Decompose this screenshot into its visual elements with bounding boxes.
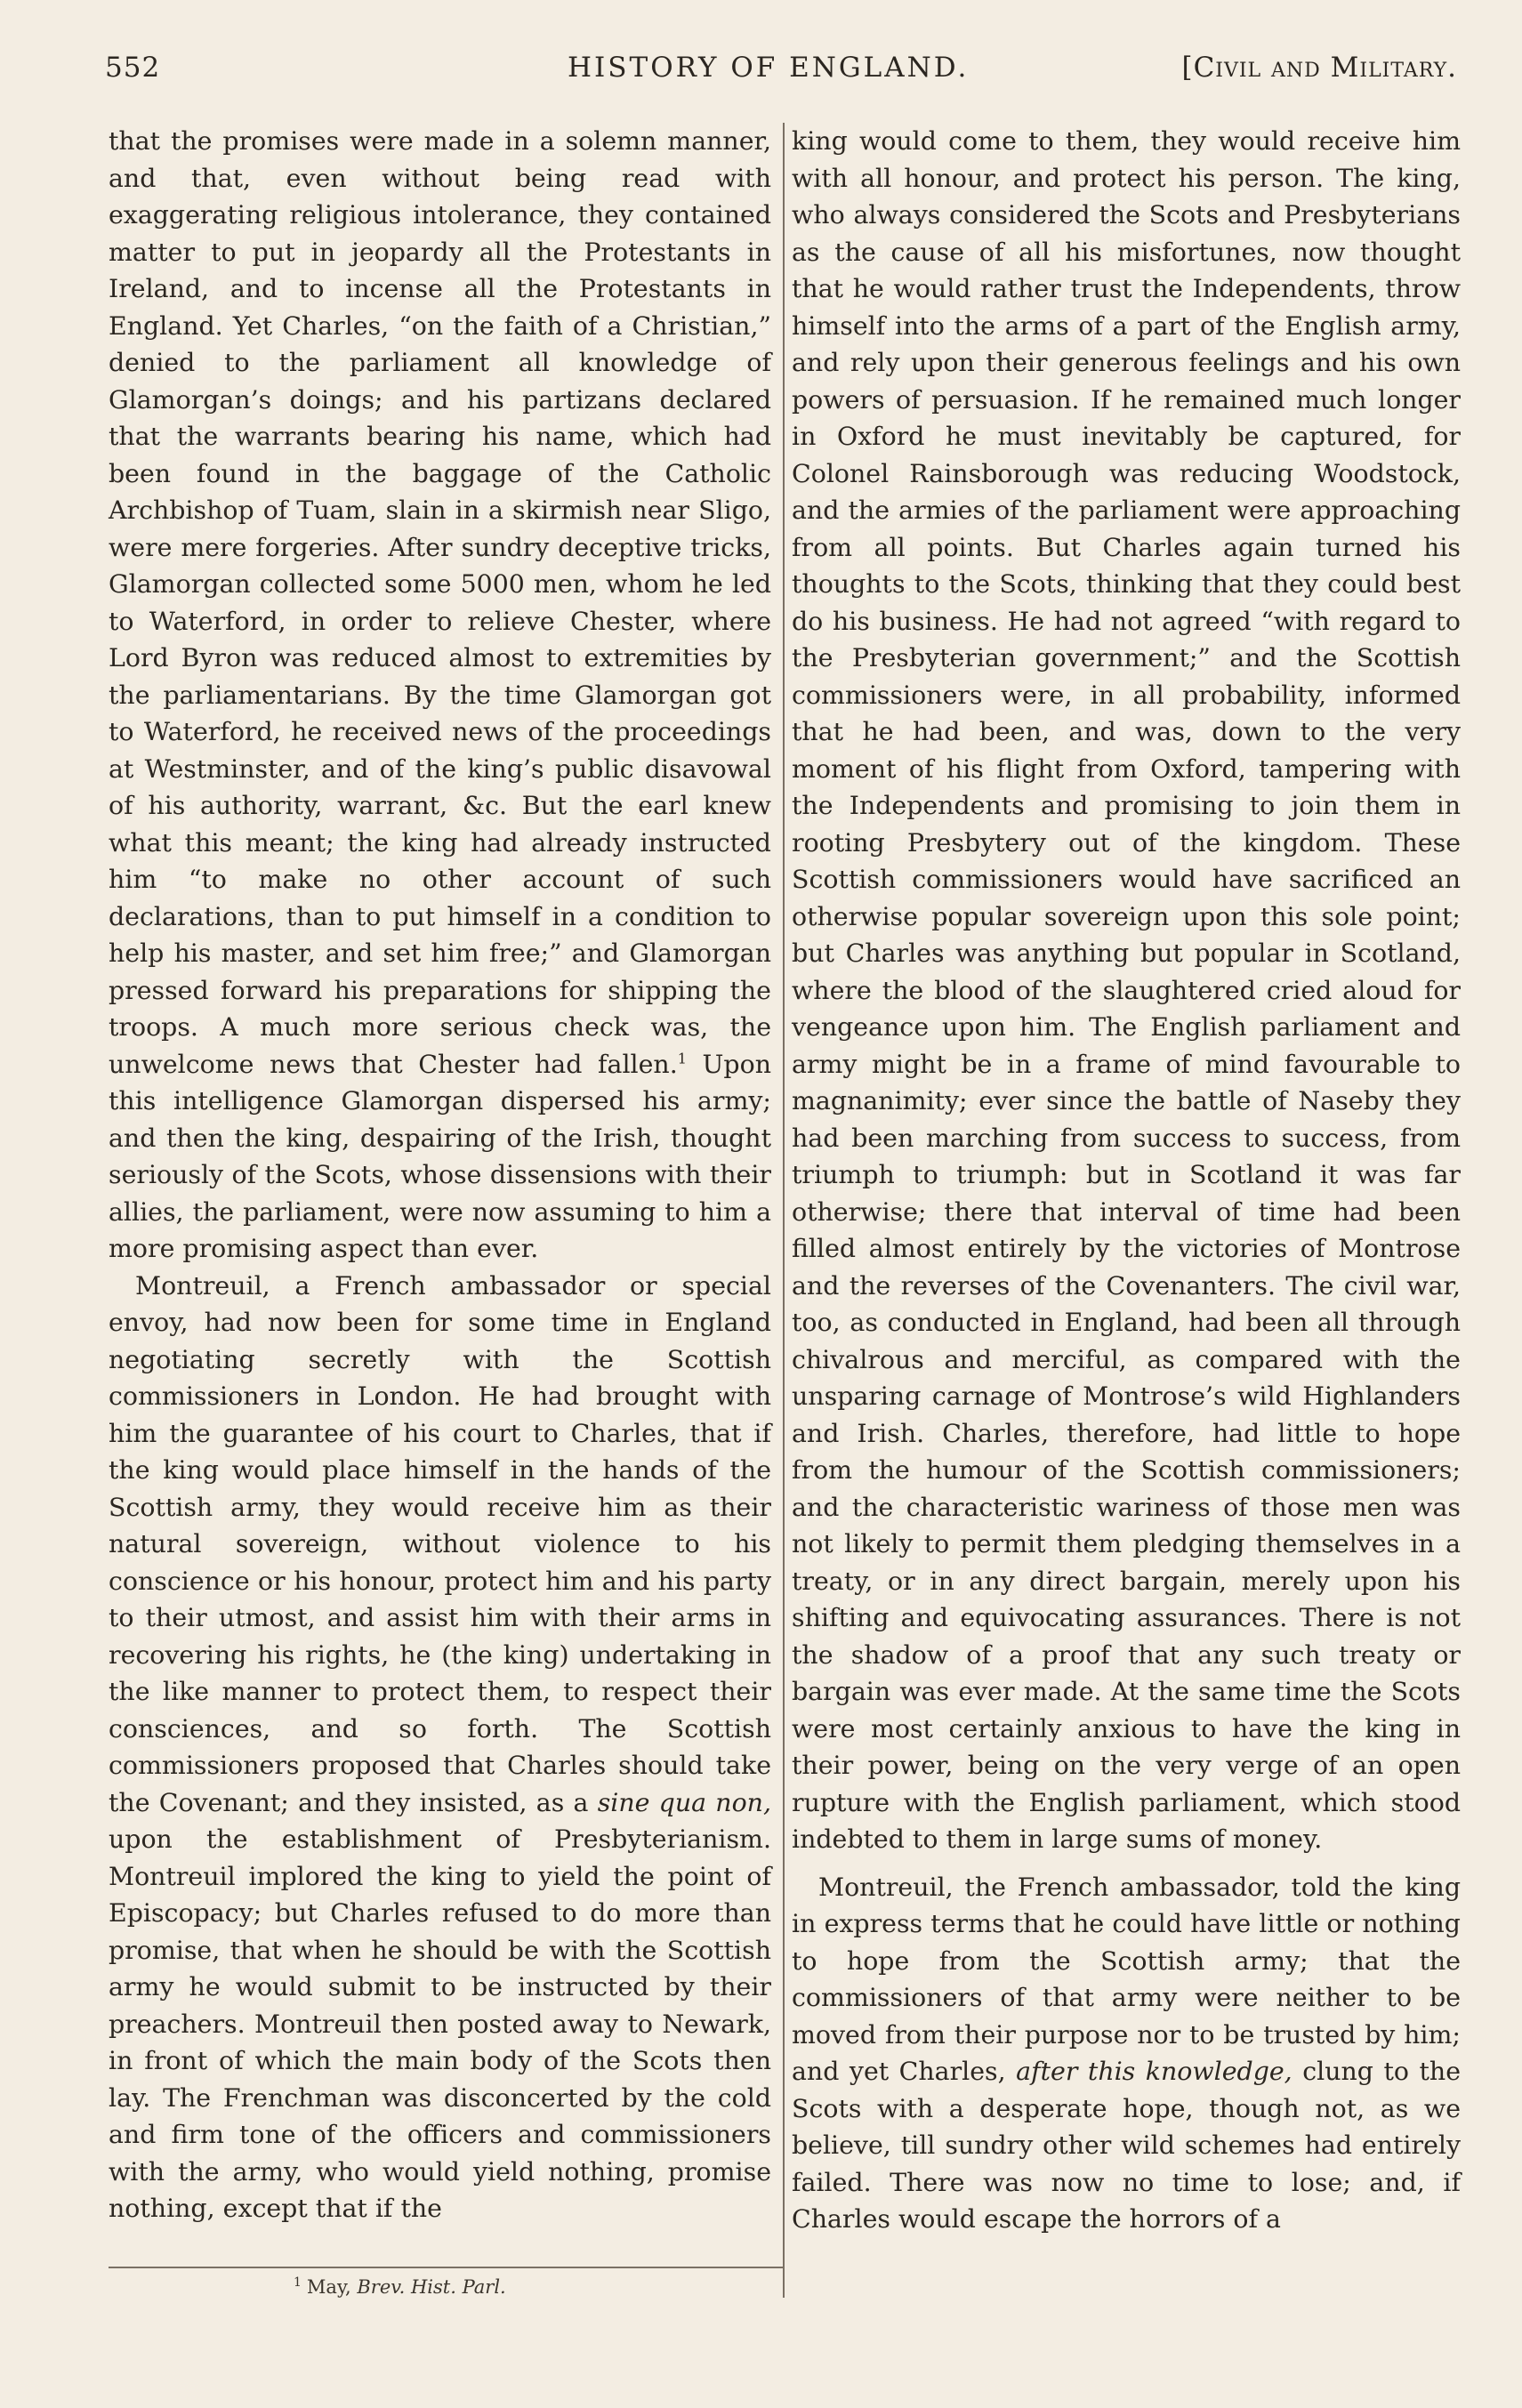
footnote-number: 1 [294, 2275, 302, 2290]
running-header [105, 52, 1457, 96]
section-label: [Civil and Military. [1181, 52, 1457, 84]
paragraph-text: Upon this intelligence Glamorgan dispersed his army; and then the king, despairing of the Irish, thought seriously of the Scots, whose dissensions with their allies, the parliament, were now assuming to him a more promising aspect than ever. [109, 1049, 771, 1263]
column-divider [783, 123, 785, 2298]
paragraph [109, 123, 771, 1268]
paragraph-text: Montreuil, a French ambassador or special envoy, had now been for some time in England negotiating secretly with the Scottish commissioners in London. He had brought with him the guarantee of his court to Charles, that if the king would place himself in the hands of the Scottish army, they would receive him as their natural sovereign, without violence to his conscience or his honour, protect him and his party to their utmost, and assist him with their arms in recovering his rights, he (the king) undertaking in the like manner to protect them, to respect their consciences, and so forth. The Scottish commissioners proposed that Charles should take the Covenant; and they insisted, as a [109, 1270, 771, 1817]
italic-phrase: sine qua non, [597, 1787, 771, 1817]
footnote-divider [109, 2267, 785, 2268]
footnote [294, 2275, 506, 2298]
paragraph-text: clung to the Scots with a desperate hope, though not, as we believe, till sundry other wild schemes had entirely failed. There was now no time to lose; and, if Charles would escape the horrors of a [792, 2057, 1461, 2234]
paragraph-text: upon the establishment of Presbyterianism. Montreuil implored the king to yield the point of Episcopacy; but Charles refused to do more than promise, that when he should be with the Scottish army he would submit to be instructed by their preachers. Montreuil then posted away to Newark, in front of which the main body of the Scots then lay. The Frenchman was disconcerted by the cold and firm tone of the officers and commissioners with the army, who would yield nothing, promise nothing, except that if the [109, 1824, 771, 2223]
paragraph-text: that the promises were made in a solemn manner, and that, even without being read with exaggerating religious intolerance, they contained matter to put in jeopardy all the Protestants in Ireland, and to incense all the Protestants in England. Yet Charles, “on the faith of a Christian,” denied to the parliament all knowledge of Glamorgan’s doings; and his partizans declared that the warrants bearing his name, which had been found in the baggage of the Catholic Archbishop of Tuam, slain in a skirmish near Sligo, were mere forgeries. After sundry deceptive tricks, Glamorgan collected some 5000 men, whom he led to Waterford, in order to relieve Chester, where Lord Byron was reduced almost to extremities by the parliamentarians. By the time Glamorgan got to Waterford, he received news of the proceedings at Westminster, and of the king’s public disavowal of his authority, warrant, &c. But the earl knew what this meant; the king had already instructed him “to make no other account of such declarations, than to put himself in a condition to help his master, and set him free;” and Glamorgan pressed forward his preparations for shipping the troops. A much more serious check was, the unwelcome news that Chester had fallen. [109, 126, 771, 1079]
running-title: HISTORY OF ENGLAND. [568, 52, 970, 84]
paragraph-text: king would come to them, they would receive him with all honour, and protect his person. The king, who always considered the Scots and Presbyterians as the cause of all his misfortunes, now thought that he would rather trust the Independents, throw himself into the arms of a part of the English army, and rely upon their generous feelings and his own powers of persuasion. If he remained much longer in Oxford he must inevitably be captured, for Colonel Rainsborough was reducing Woodstock, and the armies of the parliament were approaching from all points. But Charles again turned his thoughts to the Scots, thinking that they could best do his business. He had not agreed “with regard to the Presbyterian government;” and the Scottish commissioners were, in all probability, informed that he had been, and was, down to the very moment of his flight from Oxford, tampering with the Independents and promising to join them in rooting Presbytery out of the kingdom. These Scottish commissioners would have sacrificed an otherwise popular sovereign upon this sole point; but Charles was anything but popular in Scotland, where the blood of the slaughtered cried aloud for vengeance upon him. The English parliament and army might be in a frame of mind favourable to magnanimity; ever since the battle of Naseby they had been marching from success to success, from triumph to triumph: but in Scotland it was far otherwise; there that interval of time had been filled almost entirely by the victories of Montrose and the reverses of the Covenanters. The civil war, too, as conducted in England, had been all through chivalrous and merciful, as compared with the unsparing carnage of Montrose’s wild Highlanders and Irish. Charles, therefore, had little to hope from the humour of the Scottish commissioners; and the characteristic wariness of those men was not likely to permit them pledging themselves in a treaty, or in any direct bargain, merely upon his shifting and equivocating assurances. There is not the shadow of a proof that any such treaty or bargain was ever made. At the same time the Scots were most certainly anxious to have the king in their power, being on the very verge of an open rupture with the English parliament, which stood indebted to them in large sums of money. [792, 126, 1461, 1854]
paragraph-text: Montreuil, the French ambassador, told the king in express terms that he could have little or nothing to hope from the Scottish army; that the commissioners of that army were neither to be moved from their purpose nor to be trusted by him; and yet Charles, [792, 1872, 1461, 2086]
page-number: 552 [105, 52, 161, 84]
paragraph [109, 1268, 771, 2227]
footnote-ref: 1 [677, 1050, 687, 1067]
footnote-source: Brev. Hist. Parl. [357, 2276, 506, 2298]
paragraph [792, 1869, 1461, 2238]
right-column [792, 123, 1461, 2238]
footnote-text: May, [306, 2276, 358, 2298]
italic-phrase: after this knowledge, [1016, 2057, 1292, 2086]
paragraph [792, 123, 1461, 1858]
left-column [109, 123, 771, 2227]
